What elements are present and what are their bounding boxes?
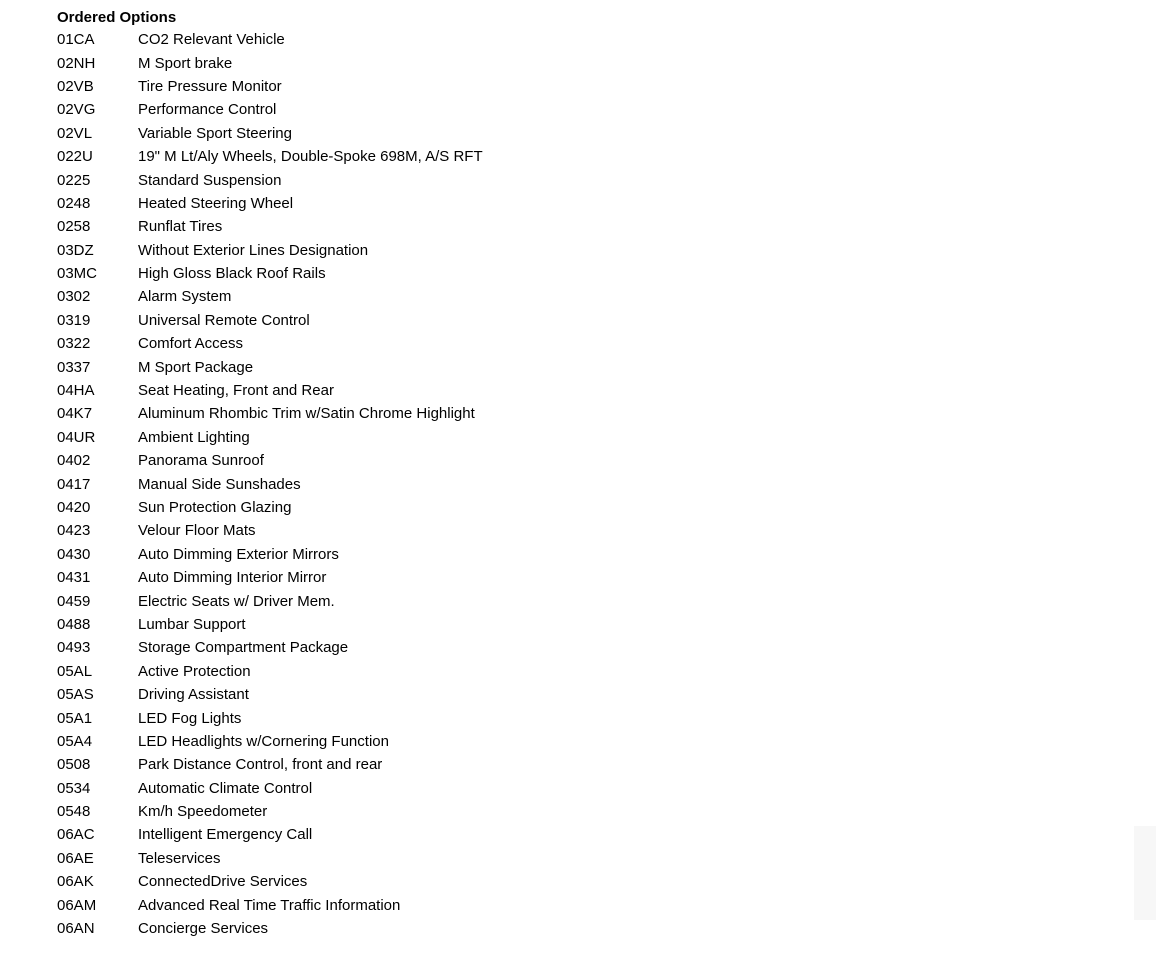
option-row	[57, 589, 483, 612]
option-description: CO2 Relevant Vehicle	[138, 31, 285, 49]
option-description: Variable Sport Steering	[138, 124, 292, 142]
option-description: Manual Side Sunshades	[138, 475, 301, 493]
option-code: 05A4	[57, 732, 93, 750]
option-description: M Sport Package	[138, 358, 254, 376]
option-description: Concierge Services	[138, 920, 269, 938]
option-description: Storage Compartment Package	[138, 639, 349, 657]
option-code: 06AC	[57, 826, 95, 844]
option-code: 06AE	[57, 849, 94, 867]
option-description: Without Exterior Lines Designation	[138, 241, 369, 259]
option-description: ConnectedDrive Services	[138, 873, 308, 891]
option-row	[57, 753, 483, 776]
options-list	[57, 28, 483, 940]
option-code: 0248	[57, 194, 91, 212]
ordered-options-section	[57, 8, 483, 940]
option-code: 02VL	[57, 124, 93, 142]
option-description: Intelligent Emergency Call	[138, 826, 313, 844]
option-row	[57, 426, 483, 449]
option-row	[57, 683, 483, 706]
option-code: 03MC	[57, 265, 98, 283]
option-row	[57, 379, 483, 402]
option-description: Driving Assistant	[138, 686, 249, 704]
option-row	[57, 51, 483, 74]
option-code: 04HA	[57, 382, 95, 400]
option-code: 0337	[57, 358, 91, 376]
option-row	[57, 660, 483, 683]
option-description: Performance Control	[138, 101, 277, 119]
option-description: Runflat Tires	[138, 218, 223, 236]
option-row	[57, 917, 483, 940]
option-code: 0431	[57, 569, 91, 587]
option-row	[57, 168, 483, 191]
side-panel-tab[interactable]	[1134, 826, 1156, 920]
option-row	[57, 98, 483, 121]
option-description: Standard Suspension	[138, 171, 282, 189]
option-description: Aluminum Rhombic Trim w/Satin Chrome Highlight	[138, 405, 475, 423]
option-row	[57, 613, 483, 636]
option-row	[57, 145, 483, 168]
section-heading: Ordered Options	[57, 9, 177, 26]
option-description: Park Distance Control, front and rear	[138, 756, 383, 774]
option-code: 022U	[57, 148, 93, 166]
option-description: Seat Heating, Front and Rear	[138, 382, 334, 400]
option-row	[57, 566, 483, 589]
option-row	[57, 543, 483, 566]
option-code: 0459	[57, 592, 91, 610]
option-code: 06AN	[57, 920, 95, 938]
option-code: 04UR	[57, 428, 96, 446]
option-row	[57, 777, 483, 800]
option-row	[57, 847, 483, 870]
option-row	[57, 519, 483, 542]
option-code: 03DZ	[57, 241, 94, 259]
option-description: Active Protection	[138, 662, 251, 680]
option-description: Panorama Sunroof	[138, 452, 264, 470]
option-description: Lumbar Support	[138, 615, 246, 633]
option-description: High Gloss Black Roof Rails	[138, 265, 326, 283]
option-row	[57, 496, 483, 519]
option-code: 0225	[57, 171, 91, 189]
option-row	[57, 332, 483, 355]
option-code: 0319	[57, 311, 91, 329]
option-description: Km/h Speedometer	[138, 803, 268, 821]
option-row	[57, 75, 483, 98]
option-code: 02VB	[57, 77, 94, 95]
option-description: 19" M Lt/Aly Wheels, Double-Spoke 698M, A/S RFT	[138, 148, 483, 166]
option-description: LED Fog Lights	[138, 709, 242, 727]
option-row	[57, 449, 483, 472]
option-code: 01CA	[57, 31, 95, 49]
option-code: 02NH	[57, 54, 96, 72]
option-code: 0493	[57, 639, 91, 657]
option-row	[57, 402, 483, 425]
option-row	[57, 800, 483, 823]
option-row	[57, 893, 483, 916]
option-row	[57, 870, 483, 893]
option-code: 05AS	[57, 686, 94, 704]
option-description: Auto Dimming Exterior Mirrors	[138, 545, 339, 563]
option-row	[57, 309, 483, 332]
option-description: Electric Seats w/ Driver Mem.	[138, 592, 335, 610]
option-description: Universal Remote Control	[138, 311, 310, 329]
option-row	[57, 636, 483, 659]
option-description: Advanced Real Time Traffic Information	[138, 896, 401, 914]
option-code: 06AM	[57, 896, 97, 914]
option-description: Automatic Climate Control	[138, 779, 313, 797]
option-code: 05AL	[57, 662, 93, 680]
option-row	[57, 472, 483, 495]
option-code: 0534	[57, 779, 91, 797]
option-description: Tire Pressure Monitor	[138, 77, 282, 95]
option-code: 0402	[57, 452, 91, 470]
option-row	[57, 192, 483, 215]
option-code: 02VG	[57, 101, 96, 119]
option-row	[57, 122, 483, 145]
option-row	[57, 355, 483, 378]
option-description: Alarm System	[138, 288, 232, 306]
option-code: 0488	[57, 615, 91, 633]
option-description: Velour Floor Mats	[138, 522, 256, 540]
option-row	[57, 28, 483, 51]
option-description: Heated Steering Wheel	[138, 194, 294, 212]
option-row	[57, 706, 483, 729]
option-row	[57, 262, 483, 285]
option-description: Teleservices	[138, 849, 221, 867]
option-row	[57, 730, 483, 753]
option-row	[57, 215, 483, 238]
option-code: 06AK	[57, 873, 94, 891]
option-code: 0302	[57, 288, 91, 306]
option-code: 0423	[57, 522, 91, 540]
option-row	[57, 823, 483, 846]
option-description: Ambient Lighting	[138, 428, 250, 446]
option-code: 0258	[57, 218, 91, 236]
option-code: 04K7	[57, 405, 93, 423]
option-code: 0430	[57, 545, 91, 563]
option-description: Comfort Access	[138, 335, 244, 353]
option-code: 0322	[57, 335, 91, 353]
option-code: 0417	[57, 475, 91, 493]
option-description: Sun Protection Glazing	[138, 499, 292, 516]
option-row	[57, 285, 483, 308]
option-code: 0508	[57, 756, 91, 774]
option-code: 05A1	[57, 709, 93, 727]
option-row	[57, 239, 483, 262]
option-description: LED Headlights w/Cornering Function	[138, 732, 389, 750]
option-description: Auto Dimming Interior Mirror	[138, 569, 327, 587]
option-code: 0420	[57, 499, 91, 516]
option-code: 0548	[57, 803, 91, 821]
option-description: M Sport brake	[138, 54, 233, 72]
